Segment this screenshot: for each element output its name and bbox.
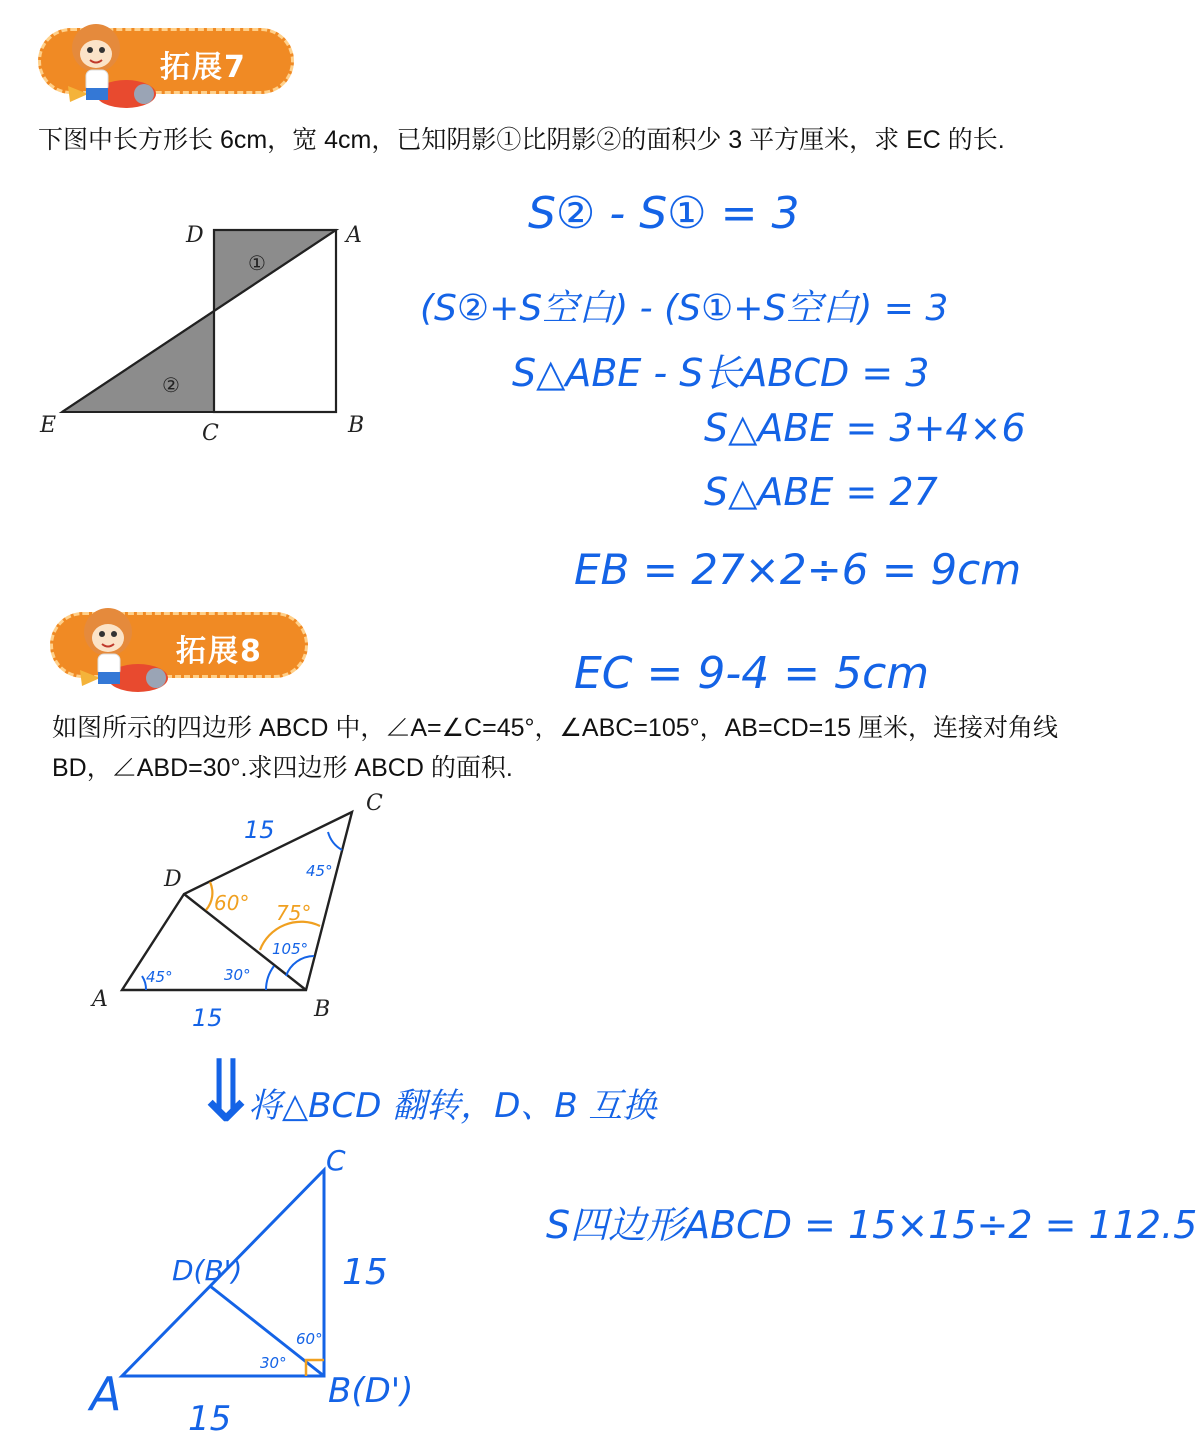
badge-8	[50, 596, 320, 700]
angle-arc-c	[328, 832, 342, 850]
label-c: C	[366, 791, 383, 816]
angle-dbc: 105°	[272, 940, 309, 958]
label-e: E	[40, 413, 57, 438]
transform-note: 将△BCD 翻转，D、B 互换	[248, 1086, 657, 1126]
monkey-mascot-icon	[48, 12, 158, 112]
work-line-4: S△ABE = 3+4×6	[704, 406, 1026, 450]
label-a: A	[92, 987, 108, 1012]
angle-arc-abd	[266, 966, 274, 990]
monkey-mascot-icon	[60, 596, 170, 696]
problem-8-text: 如图所示的四边形 ABCD 中，∠A=∠C=45°，∠ABC=105°，AB=CD=15 厘米，连接对角线 BD，∠ABD=30°.求四边形 ABCD 的面积.	[52, 714, 1059, 782]
label-c: C	[202, 421, 219, 446]
figure-rectangle-diagram	[30, 210, 380, 450]
label-b: B	[314, 997, 331, 1022]
angle-c: 45°	[306, 862, 333, 880]
work-line-6: EB = 27×2÷6 = 9cm	[574, 545, 1022, 594]
figure-quadrilateral	[80, 780, 420, 1040]
label-d: D	[164, 867, 182, 892]
angle-a: 45°	[146, 968, 173, 986]
label-shade-1: ①	[248, 251, 266, 275]
work-line-2: (S②+S空白) - (S①+S空白) = 3	[420, 288, 949, 329]
work-line-5: S△ABE = 27	[704, 470, 938, 514]
angle-75: 75°	[276, 901, 312, 925]
badge-label: 拓展7	[160, 50, 247, 85]
problem-7-text: 下图中长方形长 6cm，宽 4cm，已知阴影①比阴影②的面积少 3 平方厘米，求 EC 的长.	[38, 126, 1005, 154]
angle-30: 30°	[260, 1354, 287, 1372]
label-a: A	[90, 1367, 122, 1421]
angle-arc-bdc	[206, 882, 212, 910]
badge-7	[38, 12, 298, 112]
label-a: A	[346, 223, 362, 248]
figure-triangle	[80, 1140, 440, 1440]
label-b-d-prime: B(D')	[328, 1371, 414, 1411]
angle-abd: 30°	[224, 966, 251, 984]
down-arrow-icon: ⇓	[190, 1042, 263, 1142]
work-line-1: S② - S① = 3	[528, 188, 800, 239]
label-ab-length: 15	[188, 1399, 232, 1439]
label-ab-length: 15	[192, 1004, 223, 1032]
label-cd-length: 15	[244, 816, 275, 844]
angle-bdc: 60°	[214, 891, 250, 915]
work-line-3: S△ABE - S长ABCD = 3	[512, 351, 930, 395]
label-d-b-prime: D(B')	[172, 1254, 243, 1287]
label-b: B	[348, 413, 365, 438]
label-shade-2: ②	[162, 373, 180, 397]
badge-label: 拓展8	[176, 634, 263, 669]
label-c: C	[326, 1144, 346, 1177]
angle-60: 60°	[296, 1330, 323, 1348]
work-line-7: EC = 9-4 = 5cm	[574, 648, 930, 699]
label-bc-length: 15	[342, 1252, 388, 1293]
label-d: D	[186, 223, 204, 248]
area-result: S四边形ABCD = 15×15÷2 = 112.5	[546, 1203, 1197, 1247]
